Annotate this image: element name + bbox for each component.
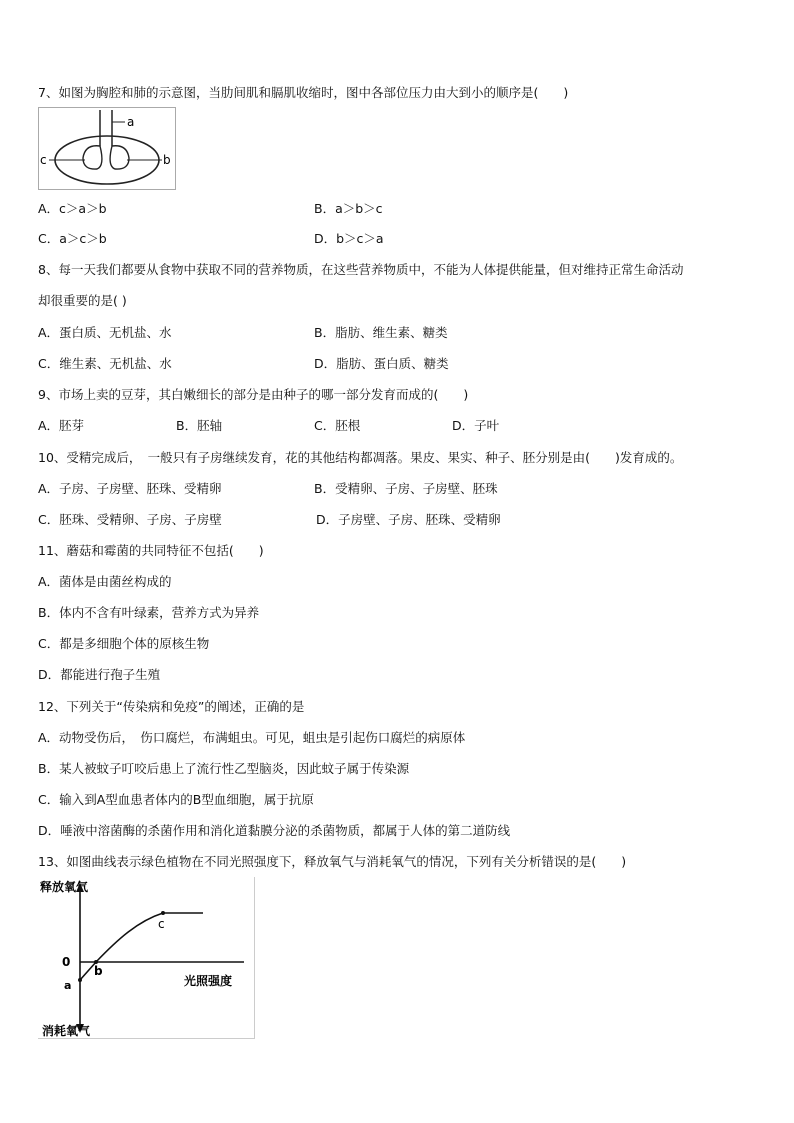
q8-stem-line1: 8、每一天我们都要从食物中获取不同的营养物质，在这些营养物质中，不能为人体提供能量，但对维持正常生命活动 (38, 262, 684, 277)
q12-option-b[interactable]: B．某人被蚊子叮咬后患上了流行性乙型脑炎，因此蚊子属于传染源 (38, 761, 410, 776)
q11-option-d[interactable]: D．都能进行孢子生殖 (38, 667, 161, 682)
q13-y-top-label: 释放氧气 (40, 880, 89, 894)
q13-figure-oxygen-light-curve (38, 877, 255, 1039)
q10-option-d[interactable]: D．子房壁、子房、胚珠、受精卵 (316, 512, 501, 527)
q13-point-c-label: c (158, 917, 165, 931)
q7-option-c[interactable]: C．a＞c＞b (38, 231, 107, 246)
q12-option-c[interactable]: C．输入到A型血患者体内的B型血细胞，属于抗原 (38, 792, 314, 807)
q7-figure-thorax-lung-diagram (38, 107, 176, 190)
q8-option-a[interactable]: A．蛋白质、无机盐、水 (38, 325, 172, 340)
q11-option-c[interactable]: C．都是多细胞个体的原核生物 (38, 636, 210, 651)
q11-stem: 11、蘑菇和霉菌的共同特征不包括( ) (38, 543, 264, 558)
q8-option-c[interactable]: C．维生素、无机盐、水 (38, 356, 172, 371)
q9-option-b[interactable]: B．胚轴 (176, 418, 223, 433)
q13-point-a-label: a (64, 979, 72, 992)
q8-option-d[interactable]: D．脂肪、蛋白质、糖类 (314, 356, 449, 371)
q13-y-bottom-label: 消耗氧气 (42, 1024, 91, 1038)
q9-option-a[interactable]: A．胚芽 (38, 418, 85, 433)
q12-option-a[interactable]: A．动物受伤后， 伤口腐烂，布满蛆虫。可见，蛆虫是引起伤口腐烂的病原体 (38, 730, 466, 745)
q9-option-d[interactable]: D．子叶 (452, 418, 500, 433)
q11-option-b[interactable]: B．体内不含有叶绿素，营养方式为异养 (38, 605, 260, 620)
q13-point-b-label: b (94, 964, 103, 978)
q12-stem: 12、下列关于“传染病和免疫”的阐述，正确的是 (38, 699, 305, 714)
q8-option-b[interactable]: B．脂肪、维生素、糖类 (314, 325, 448, 340)
q7-label-b: b (163, 153, 171, 167)
q9-option-c[interactable]: C．胚根 (314, 418, 361, 433)
q11-option-a[interactable]: A．菌体是由菌丝构成的 (38, 574, 172, 589)
q8-stem-line2: 却很重要的是( ) (38, 293, 127, 308)
q10-option-a[interactable]: A．子房、子房壁、胚珠、受精卵 (38, 481, 222, 496)
q13-point-c-dot (161, 911, 165, 915)
q7-label-a: a (127, 115, 135, 129)
q9-stem: 9、市场上卖的豆芽，其白嫩细长的部分是由种子的哪一部分发育而成的( ) (38, 387, 469, 402)
q10-option-c[interactable]: C．胚珠、受精卵、子房、子房壁 (38, 512, 222, 527)
q10-option-b[interactable]: B．受精卵、子房、子房壁、胚珠 (314, 481, 498, 496)
q7-stem: 7、如图为胸腔和肺的示意图，当肋间肌和膈肌收缩时，图中各部位压力由大到小的顺序是( ) (38, 85, 569, 100)
q7-option-d[interactable]: D．b＞c＞a (314, 231, 384, 246)
q13-stem: 13、如图曲线表示绿色植物在不同光照强度下，释放氧气与消耗氧气的情况，下列有关分析错误的是( ) (38, 854, 627, 869)
q12-option-d[interactable]: D．唾液中溶菌酶的杀菌作用和消化道黏膜分泌的杀菌物质，都属于人体的第二道防线 (38, 823, 511, 838)
q13-x-axis-label: 光照强度 (184, 974, 233, 988)
q7-option-a[interactable]: A．c＞a＞b (38, 201, 107, 216)
q7-label-c: c (40, 153, 47, 167)
q10-stem: 10、受精完成后， 一般只有子房继续发育，花的其他结构都凋落。果皮、果实、种子、胚分别是由( )发育成的。 (38, 450, 683, 465)
q13-point-a-dot (78, 978, 82, 982)
q7-option-b[interactable]: B．a＞b＞c (314, 201, 383, 216)
q13-origin-label: 0 (62, 955, 71, 969)
